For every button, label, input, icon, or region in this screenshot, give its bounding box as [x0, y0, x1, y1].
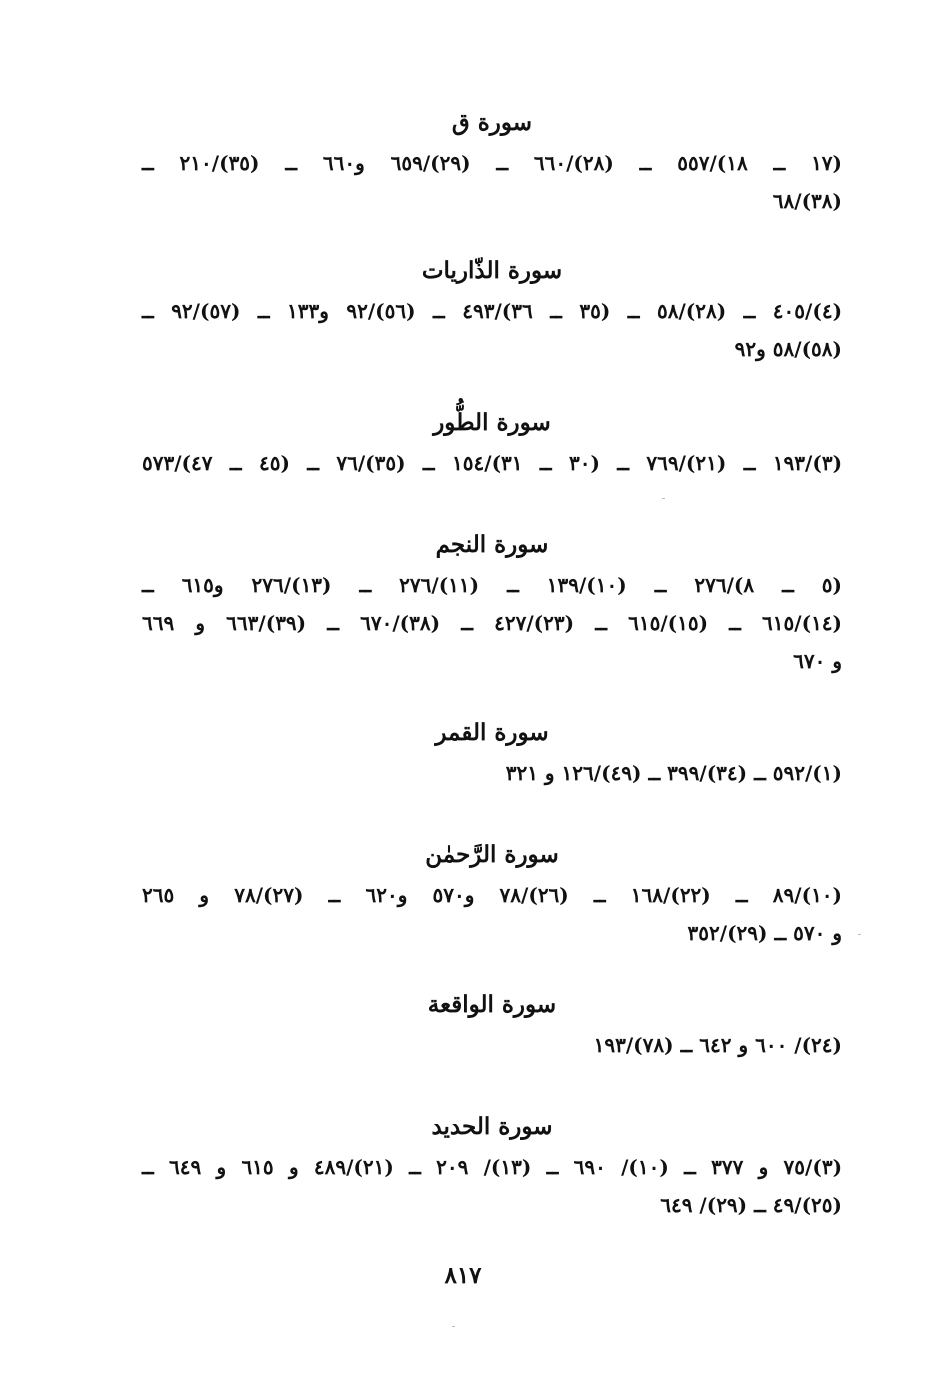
- scan-speck: [858, 934, 861, 935]
- verse-reference-line: (١٠)/٨٩ ــ (٢٢)/١٦٨ ــ (٢٦)/٧٨ و٥٧٠ و٦٢٠ ــ (٢٧)/٧٨ و ٢٦٥: [142, 883, 843, 907]
- verse-reference-line: (٢٥)/٤٩ ــ (٢٩)/ ٦٤٩: [660, 1193, 842, 1217]
- verse-reference-line: (٣)/١٩٣ ــ (٢١)/٧٦٩ ــ (٣٠ ــ ٣١)/١٥٤ ــ (٣٥)/٧٦ ــ (٤٥ ــ ٤٧)/٥٧٣: [142, 451, 843, 475]
- verse-reference-line: و ٦٧٠: [793, 649, 842, 673]
- surah-title: سورة القمر: [435, 719, 549, 746]
- verse-reference-line: (٥ ــ ٨)/٢٧٦ ــ (١٠)/١٣٩ ــ (١١)/٢٧٦ ــ (١٣)/٢٧٦ و٦١٥ ــ: [142, 573, 843, 597]
- surah-title: سورة النجم: [435, 531, 549, 558]
- verse-reference-line: (٢٤)/ ٦٠٠ و ٦٤٢ ــ (٧٨)/١٩٣: [593, 1033, 842, 1057]
- page-number: ٨١٧: [444, 1262, 482, 1289]
- surah-title: سورة الحديد: [431, 1113, 553, 1140]
- surah-title: سورة الطُّور: [433, 409, 551, 436]
- surah-section: [142, 1112, 842, 1224]
- verse-reference-line: (٣٨)/٦٨: [772, 189, 842, 213]
- verse-reference-line: (١)/٥٩٢ ــ (٣٤)/٣٩٩ ــ (٤٩)/١٢٦ و ٣٢١: [505, 761, 842, 785]
- verse-reference-line: و ٥٧٠ ــ (٢٩)/٣٥٢: [687, 921, 842, 945]
- surah-title: سورة ق: [451, 109, 533, 136]
- surah-section: [142, 256, 842, 368]
- surah-section: [142, 718, 842, 792]
- verse-reference-line: (١٤)/٦١٥ ــ (١٥)/٦١٥ ــ (٢٣)/٤٢٧ ــ (٣٨)/٦٧٠ ــ (٣٩)/٦٦٣ و ٦٦٩: [142, 611, 843, 635]
- verse-reference-line: (٥٨)/٥٨ و٩٢: [734, 337, 842, 361]
- scan-speck: [662, 498, 665, 499]
- surah-section: [142, 108, 842, 220]
- scan-speck: [452, 1326, 455, 1327]
- surah-title: سورة الرَّحمٰن: [425, 841, 559, 868]
- surah-title: سورة الذّاريات: [421, 257, 563, 284]
- surah-section: [142, 840, 842, 952]
- surah-section: [142, 408, 842, 482]
- verse-reference-line: (٣)/٧٥ و ٣٧٧ ــ (١٠)/ ٦٩٠ ــ (١٣)/ ٢٠٩ ــ (٢١)/٤٨٩ و ٦١٥ و ٦٤٩ ــ: [142, 1155, 843, 1179]
- surah-section: [142, 990, 842, 1064]
- surah-title: سورة الواقعة: [427, 991, 557, 1018]
- verse-reference-line: (٤)/٤٠٥ ــ (٢٨)/٥٨ ــ (٣٥ ــ ٣٦)/٤٩٣ ــ (٥٦)/٩٢ و١٣٣ ــ (٥٧)/٩٢ ــ: [142, 299, 843, 323]
- surah-section: [142, 530, 842, 680]
- verse-reference-line: (١٧ ــ ١٨)/٥٥٧ ــ (٢٨)/٦٦٠ ــ (٢٩)/٦٥٩ و٦٦٠ ــ (٣٥)/٢١٠ ــ: [142, 151, 843, 175]
